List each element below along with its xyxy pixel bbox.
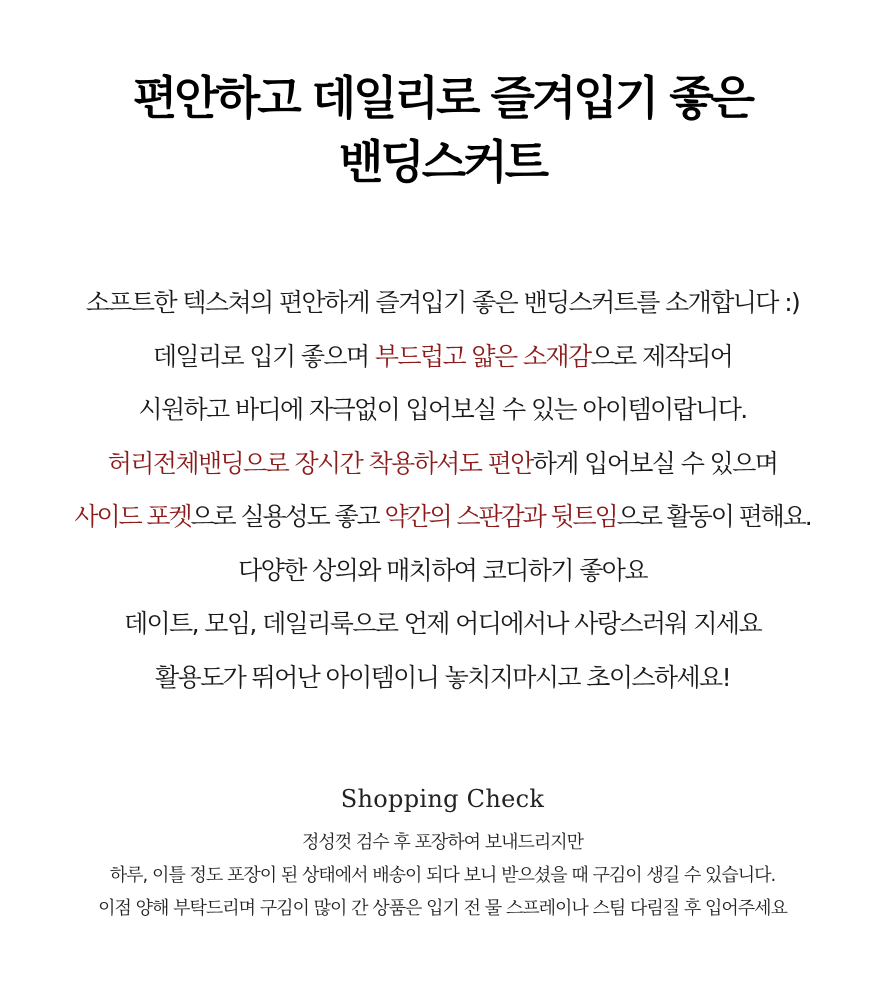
description-line-4 [0, 437, 885, 491]
description-line-8: 활용도가 뛰어난 아이템이니 놓치지마시고 초이스하세요! [154, 662, 730, 692]
description-line-5 [0, 490, 885, 544]
shopping-check-notice [0, 826, 885, 925]
product-headline [0, 66, 885, 194]
headline-line-1: 편안하고 데일리로 즐겨입기 좋은 [132, 71, 753, 125]
description-line-7: 데이트, 모임, 데일리룩으로 언제 어디에서나 사랑스러워 지세요 [123, 609, 762, 638]
headline-line-2: 밴딩스커트 [338, 135, 547, 189]
highlight-text: 사이드 포켓 [74, 502, 191, 531]
product-description [0, 276, 885, 704]
highlight-text: 부드럽고 얇은 소재감 [374, 341, 591, 371]
description-text: 하게 입어보실 수 있으며 [532, 448, 778, 478]
description-line-2 [0, 330, 885, 384]
notice-line-3: 이점 양해 부탁드리며 구김이 많이 간 상품은 입기 전 물 스프레이나 스팀 다림질 후 입어주세요 [98, 898, 787, 919]
description-line-6: 다양한 상의와 매치하여 코디하기 좋아요 [238, 555, 647, 585]
description-line-1: 소프트한 텍스쳐의 편안하게 즐겨입기 좋은 밴딩스커트를 소개합니다 :) [85, 288, 800, 317]
highlight-text: 허리전체밴딩으로 장시간 착용하셔도 편안 [107, 448, 533, 478]
notice-line-1: 정성껏 검수 후 포장하여 보내드리지만 [301, 832, 584, 853]
description-text: 으로 제작되어 [590, 341, 733, 371]
shopping-check-title: Shopping Check [340, 785, 545, 813]
description-text: 데일리로 입기 좋으며 [152, 341, 375, 371]
description-text: 으로 활동이 편해요. [616, 502, 811, 531]
description-text: 으로 실용성도 좋고 [190, 502, 385, 531]
description-line-3: 시원하고 바디에 자극없이 입어보실 수 있는 아이템이랍니다. [138, 395, 747, 424]
highlight-text: 약간의 스판감과 뒷트임 [384, 502, 617, 531]
notice-line-2: 하루, 이틀 정도 포장이 된 상태에서 배송이 되다 보니 받으셨을 때 구김이 생길 수 있습니다. [109, 865, 776, 886]
